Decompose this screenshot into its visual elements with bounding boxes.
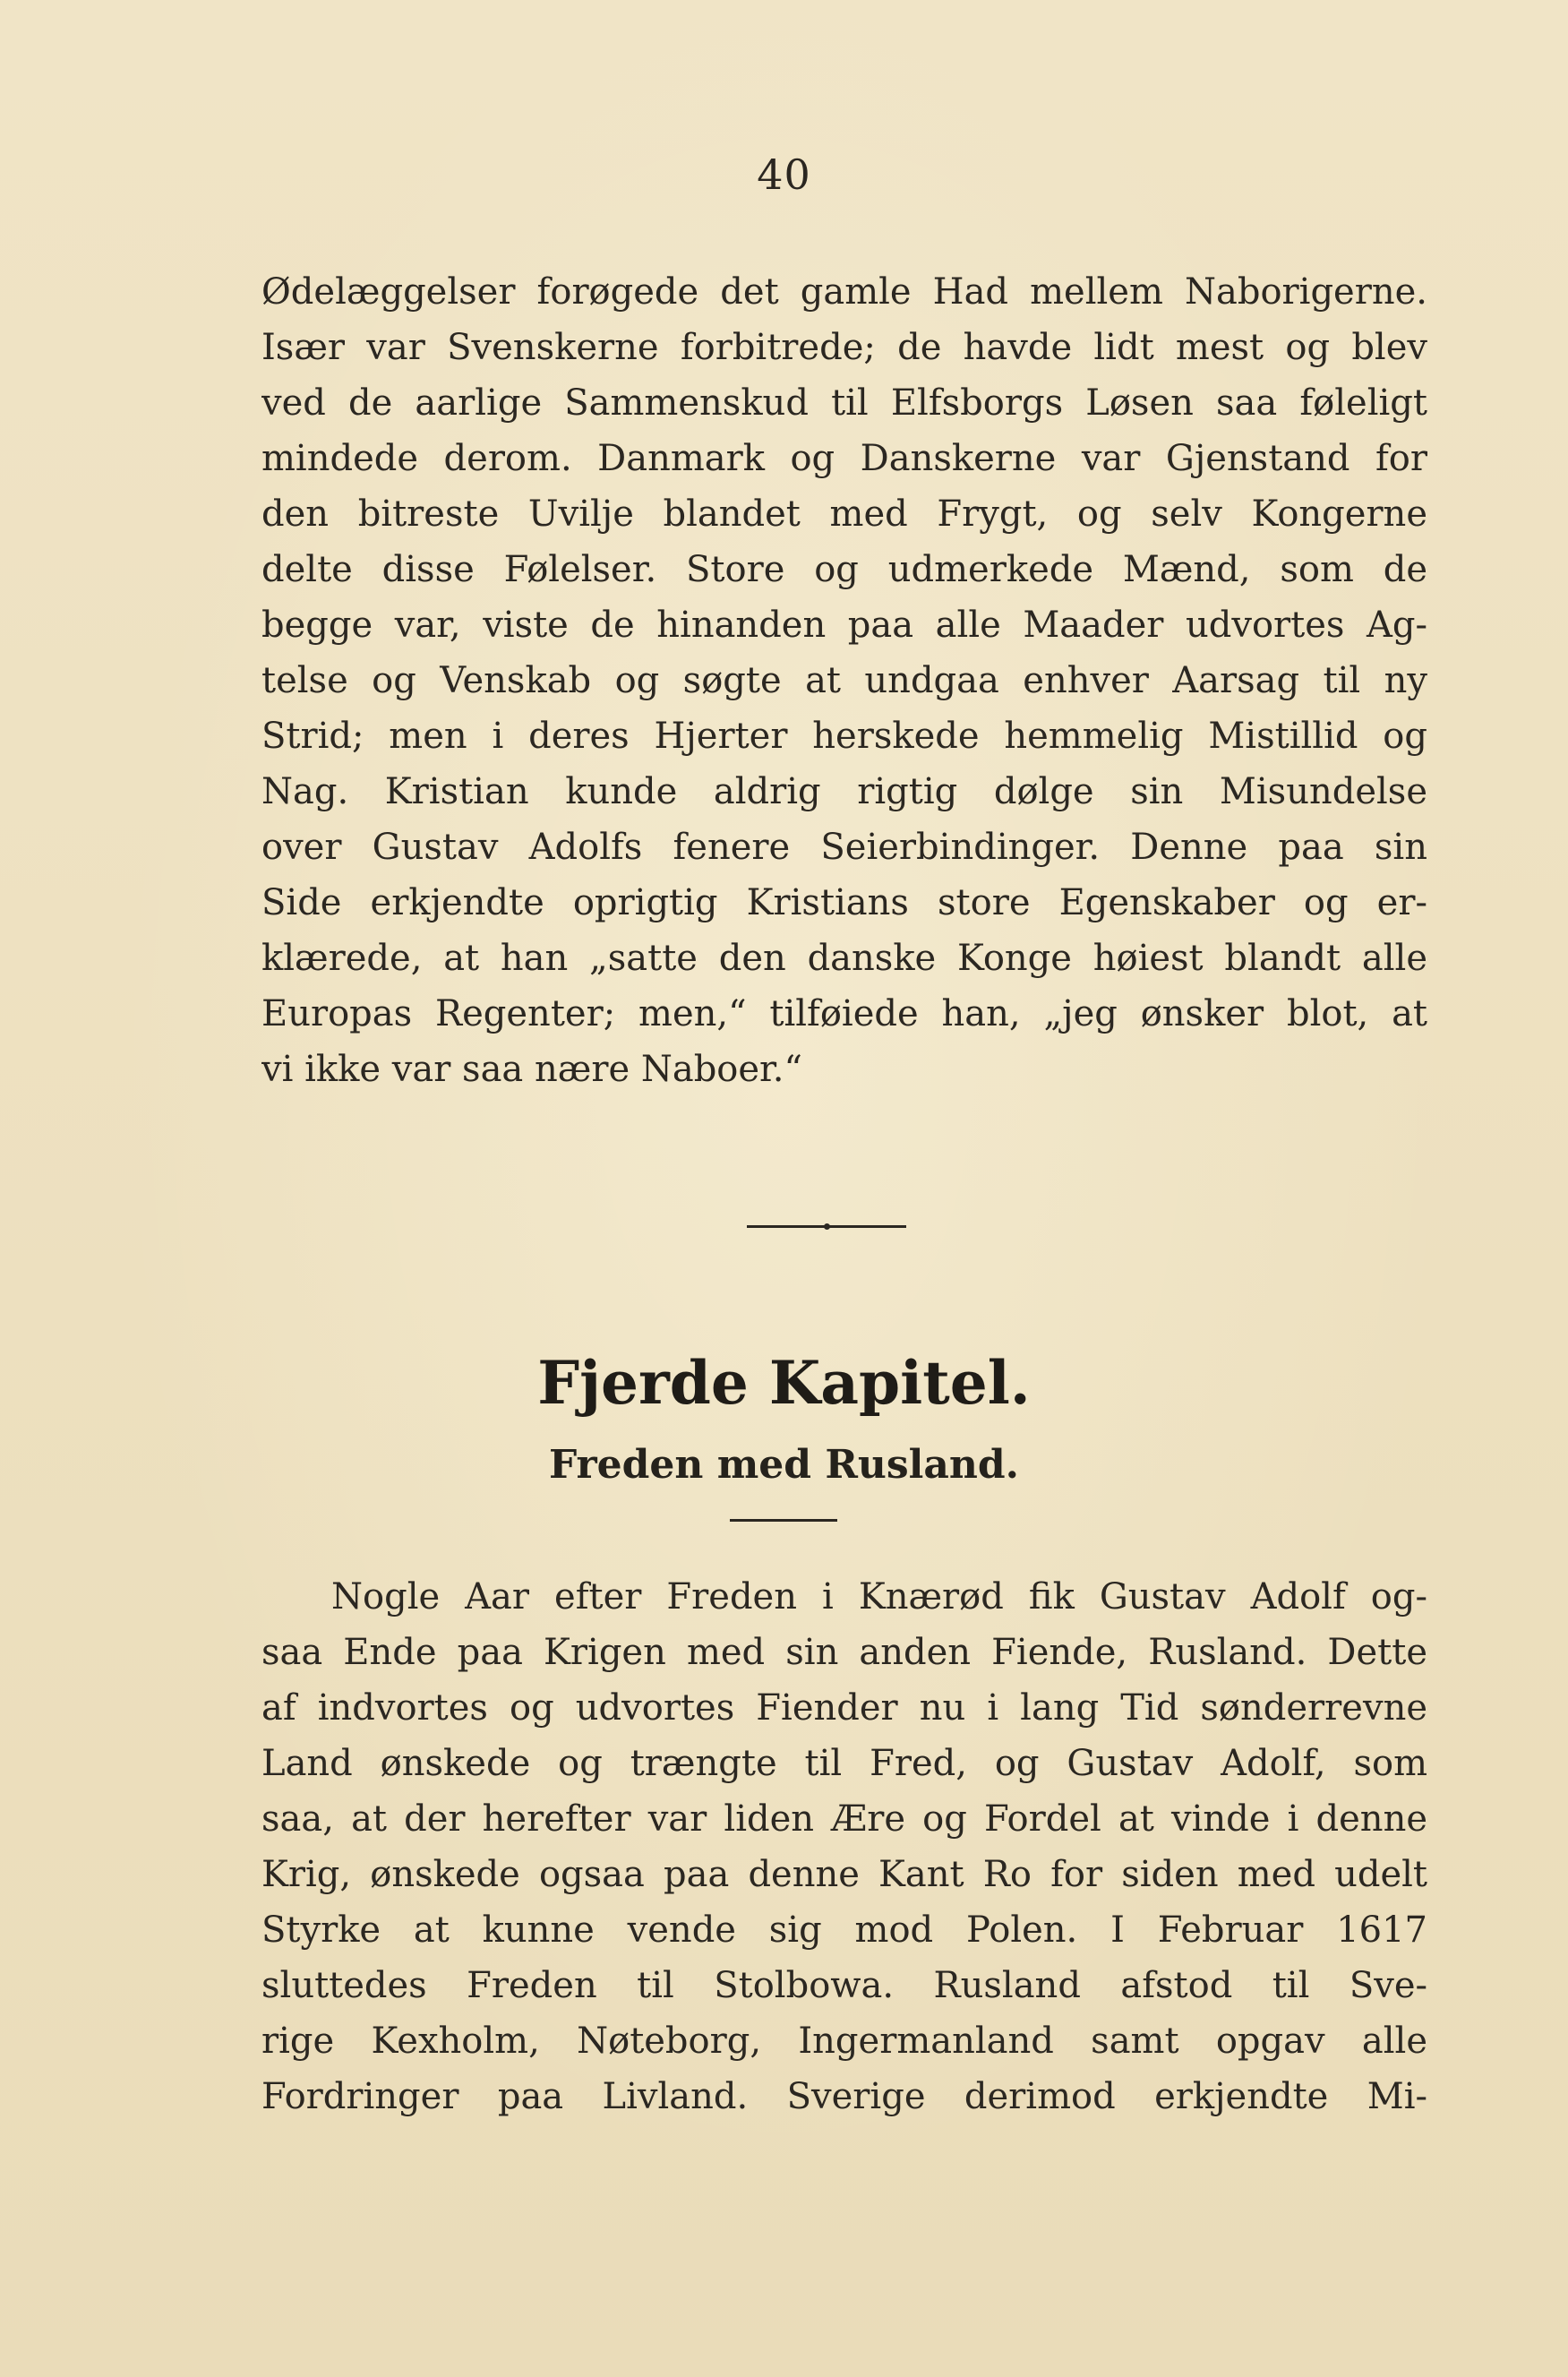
text-line: vi ikke var saa nære Naboer.“ [261,1049,802,1090]
text-line: Styrke at kunne vende sig mod Polen. I Februar 1617 [261,1909,1427,1951]
text-line: Krig, ønskede ogsaa paa denne Kant Ro for siden med udelt [261,1854,1427,1895]
text-line: Ødelæggelser forøgede det gamle Had mellem Naborigerne. [261,271,1427,313]
subtitle-rule [730,1519,837,1522]
text-line: delte disse Følelser. Store og udmerkede Mænd, som de [261,549,1427,590]
text-line: saa Ende paa Krigen med sin anden Fiende, Rusland. Dette [261,1632,1427,1673]
text-line: mindede derom. Danmark og Danskerne var Gjenstand for [261,438,1427,479]
text-line: saa, at der herefter var liden Ære og Fordel at vinde i denne [261,1798,1427,1840]
text-line: klærede, at han „satte den danske Konge høiest blandt alle [261,938,1427,979]
text-line: rige Kexholm, Nøteborg, Ingermanland samt opgav alle [261,2021,1427,2062]
text-line: Fordringer paa Livland. Sverige derimod erkjendte Mi- [261,2076,1427,2117]
text-line: Europas Regenter; men,“ tilføiede han, „jeg ønsker blot, at [261,993,1427,1034]
text-line: sluttedes Freden til Stolbowa. Rusland afstod til Sve- [261,1965,1427,2006]
text-line: Strid; men i deres Hjerter herskede hemmelig Mistillid og [261,716,1427,757]
page-number: 40 [757,150,811,199]
text-line: Især var Svenskerne forbitrede; de havde lidt mest og blev [261,327,1427,368]
chapter-subtitle: Freden med Rusland. [549,1442,1019,1488]
text-line: den bitreste Uvilje blandet med Frygt, og selv Kongerne [261,493,1427,535]
section-divider [747,1225,906,1228]
text-line: af indvortes og udvortes Fiender nu i lang Tid sønderrevne [261,1687,1427,1729]
text-line: over Gustav Adolfs fenere Seierbindinger. Denne paa sin [261,827,1427,868]
paragraph-2 [261,1569,1427,2124]
text-line: telse og Venskab og søgte at undgaa enhver Aarsag til ny [261,660,1427,701]
text-line: Side erkjendte oprigtig Kristians store Egenskaber og er- [261,882,1427,923]
text-line: Land ønskede og trængte til Fred, og Gustav Adolf, som [261,1743,1427,1784]
paragraph-1 [261,264,1427,1097]
text-line: ved de aarlige Sammenskud til Elfsborgs Løsen saa føleligt [261,382,1427,424]
text-line: Nag. Kristian kunde aldrig rigtig dølge sin Misundelse [261,771,1427,812]
text-line: begge var, viste de hinanden paa alle Maader udvortes Ag- [261,605,1427,646]
text-line: Nogle Aar efter Freden i Knærød fik Gustav Adolf og- [331,1576,1427,1618]
chapter-title: Fjerde Kapitel. [537,1348,1031,1418]
